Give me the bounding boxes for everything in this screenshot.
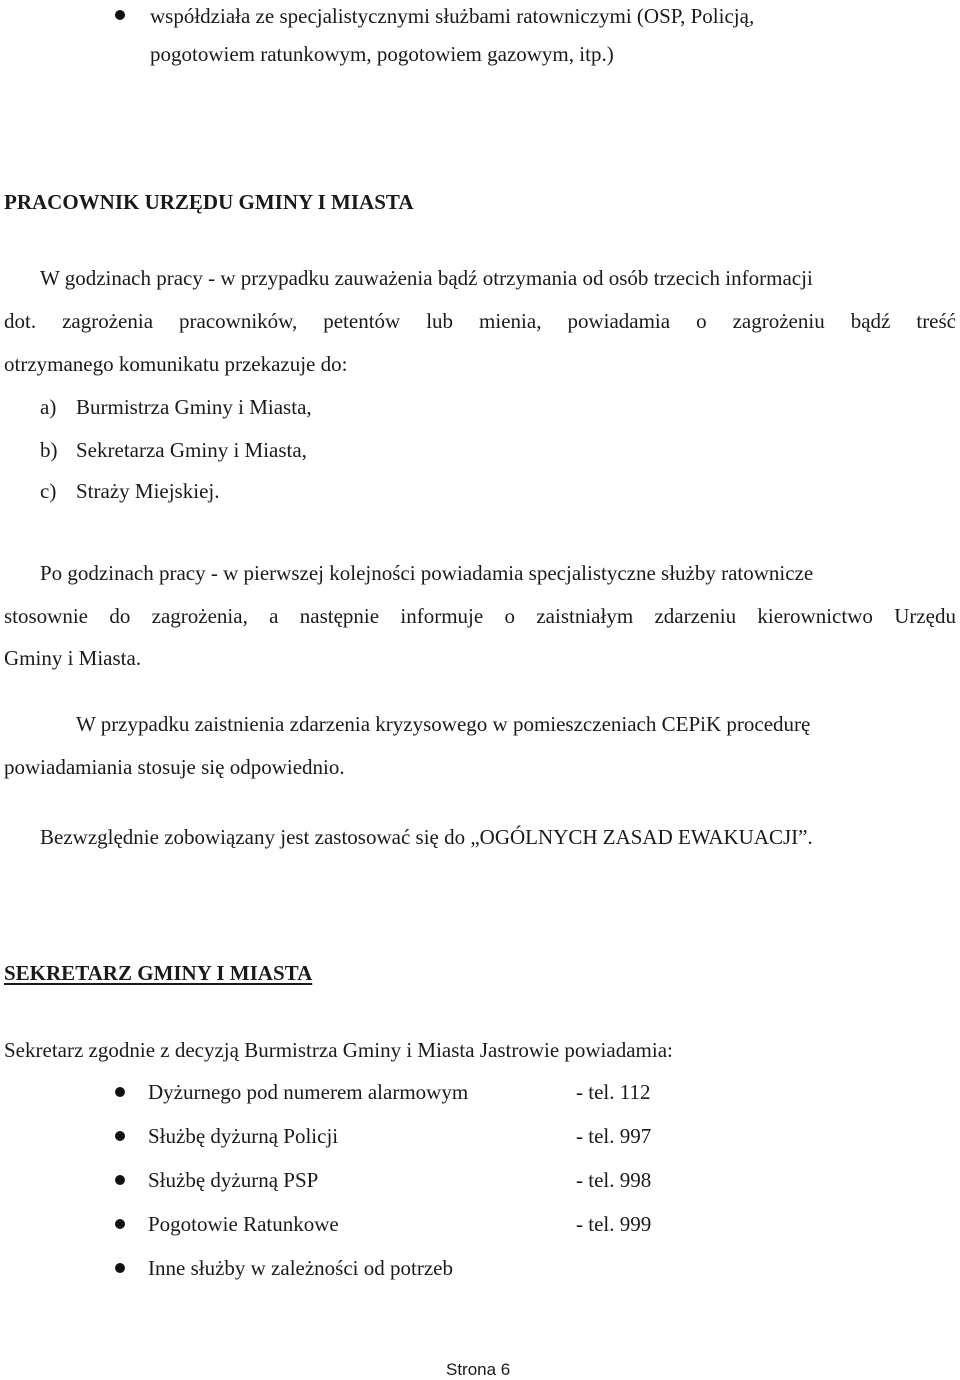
paragraph-line: Bezwzględnie zobowiązany jest zastosować się do „OGÓLNYCH ZASAD EWAKUACJI”. xyxy=(40,825,813,849)
bullet-text-line: współdziała ze specjalistycznymi służbami ratowniczymi (OSP, Policją, xyxy=(150,4,755,28)
list-item: Burmistrza Gminy i Miasta, xyxy=(76,395,312,419)
list-item-label: Służbę dyżurną Policji xyxy=(148,1124,339,1148)
paragraph-line: W przypadku zaistnienia zdarzenia kryzysowego w pomieszczeniach CEPiK procedurę xyxy=(76,712,811,736)
section-heading: SEKRETARZ GMINY I MIASTA xyxy=(4,961,313,985)
list-marker: b) xyxy=(40,438,58,462)
list-bullet xyxy=(115,1087,125,1097)
list-bullet xyxy=(115,1131,125,1141)
bullet-text-line: pogotowiem ratunkowym, pogotowiem gazowym, itp.) xyxy=(150,42,614,66)
list-marker: a) xyxy=(40,395,57,419)
list-item-phone: - tel. 999 xyxy=(576,1212,652,1236)
paragraph-line: Po godzinach pracy - w pierwszej kolejności powiadamia specjalistyczne służby ratownicze xyxy=(40,561,814,585)
list-item-label: Pogotowie Ratunkowe xyxy=(148,1212,339,1236)
paragraph-line: stosownie do zagrożenia, a następnie informuje o zaistniałym zdarzeniu kierownictwo Urzędu xyxy=(4,604,956,628)
paragraph-line: W godzinach pracy - w przypadku zauważenia bądź otrzymania od osób trzecich informacji xyxy=(40,266,813,290)
list-item-phone: - tel. 112 xyxy=(576,1080,651,1104)
list-bullet xyxy=(115,10,125,20)
list-item-phone: - tel. 997 xyxy=(576,1124,652,1148)
paragraph-line: Gminy i Miasta. xyxy=(4,646,142,670)
section-heading: PRACOWNIK URZĘDU GMINY I MIASTA xyxy=(4,190,414,214)
list-bullet xyxy=(115,1219,125,1229)
list-bullet xyxy=(115,1263,125,1273)
page-number: Strona 6 xyxy=(446,1360,511,1379)
paragraph-line: dot. zagrożenia pracowników, petentów lub mienia, powiadamia o zagrożeniu bądź treść xyxy=(4,309,956,333)
list-item-phone: - tel. 998 xyxy=(576,1168,652,1192)
paragraph-line: Sekretarz zgodnie z decyzją Burmistrza Gminy i Miasta Jastrowie powiadamia: xyxy=(4,1038,673,1062)
list-item: Straży Miejskiej. xyxy=(76,479,220,503)
list-item-label: Dyżurnego pod numerem alarmowym xyxy=(148,1080,469,1104)
list-bullet xyxy=(115,1175,125,1185)
list-marker: c) xyxy=(40,479,57,503)
paragraph-line: otrzymanego komunikatu przekazuje do: xyxy=(4,352,348,376)
list-item-label: Służbę dyżurną PSP xyxy=(148,1168,319,1192)
list-item-label: Inne służby w zależności od potrzeb xyxy=(148,1256,453,1280)
paragraph-line: powiadamiania stosuje się odpowiednio. xyxy=(4,755,345,779)
list-item: Sekretarza Gminy i Miasta, xyxy=(76,438,307,462)
